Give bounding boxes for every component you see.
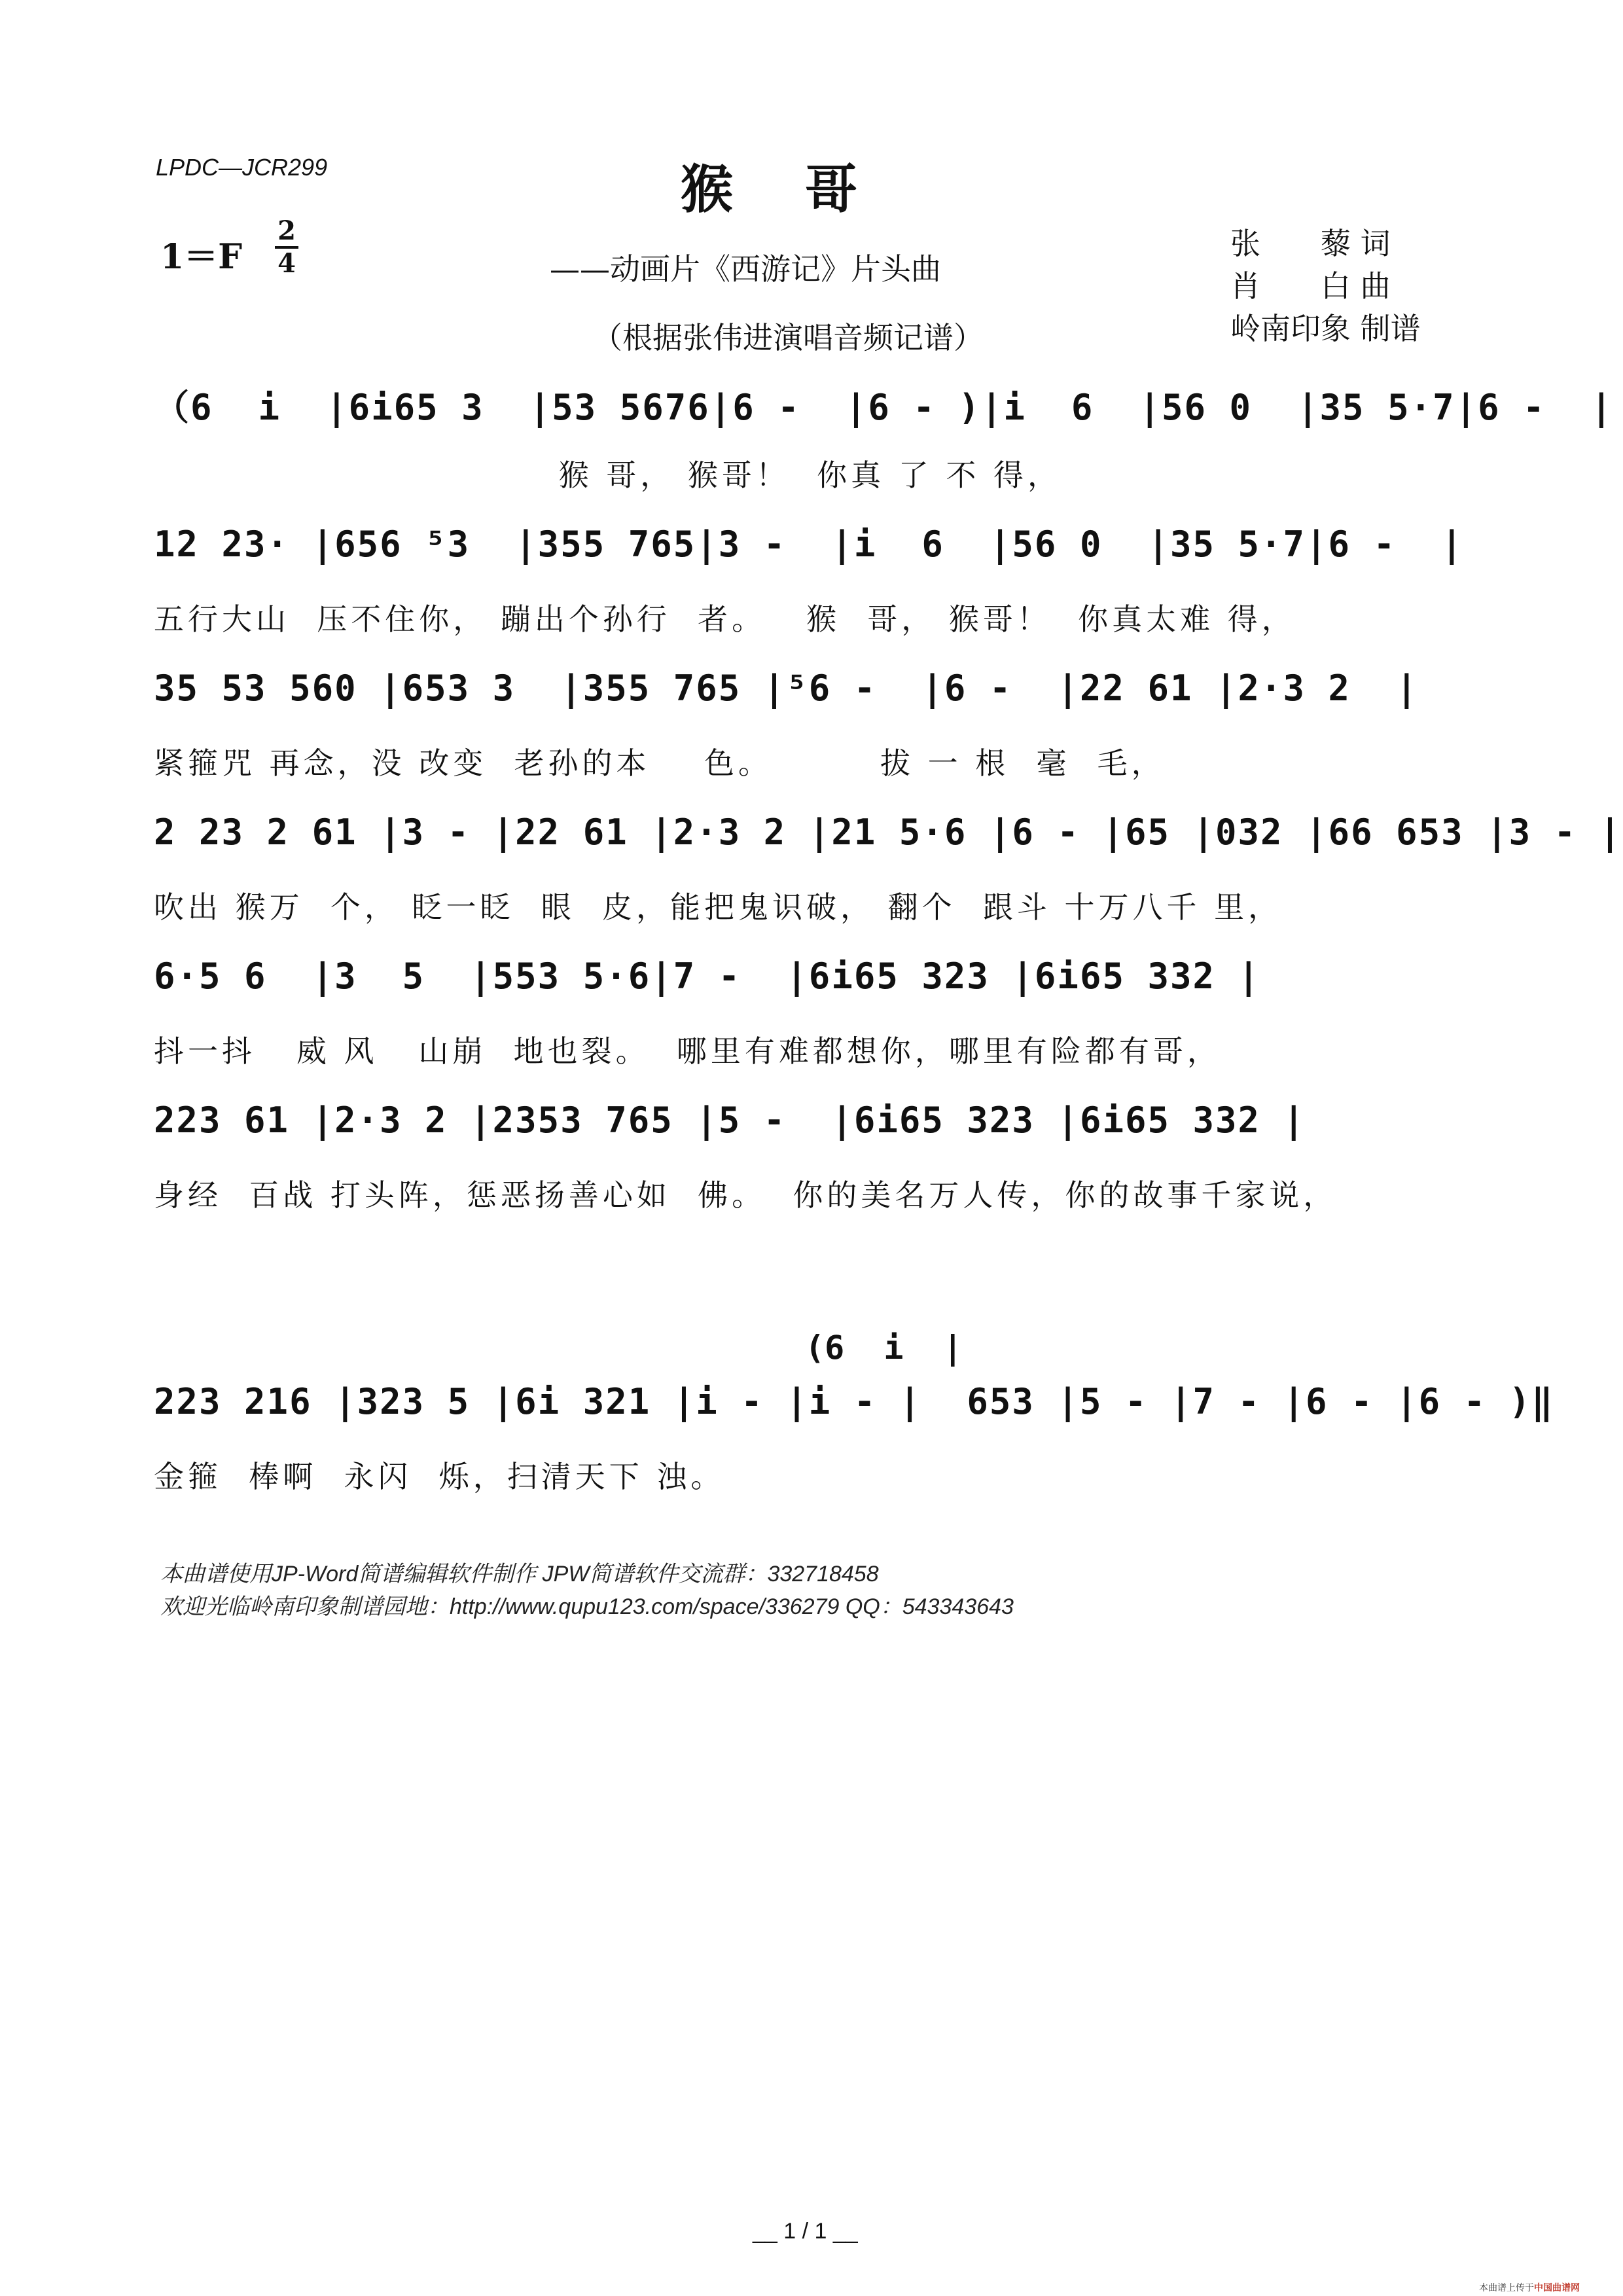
lyrics-line: 紧箍咒 再念，没 改变 老孙的本 色。 拔 一 根 毫 毛，	[154, 745, 1166, 781]
score-code: LPDC—JCR299	[156, 154, 328, 181]
time-signature-bottom: 4	[277, 248, 296, 279]
instrumental-intro-notes: (6 i |	[805, 1329, 963, 1367]
notation-line: 35 53 560 |653 3 |355 765 |⁵6 - |6 - |22 61 |2·3 2 |	[154, 668, 1419, 709]
page-number: __ 1 / 1 __	[753, 2219, 858, 2244]
stamp-prefix: 本曲谱上传于	[1479, 2282, 1534, 2293]
lyrics-line: 五行大山 压不住你， 蹦出个孙行 者。 猴 哥， 猴哥！ 你真太难 得，	[154, 601, 1296, 637]
footer-line-2: 欢迎光临岭南印象制谱园地：http://www.qupu123.com/space/336279 QQ：543343643	[160, 1594, 1014, 1619]
lyricist-credit: 张 藜 词	[1230, 226, 1391, 261]
lyrics-line: 抖一抖 威 风 山崩 地也裂。 哪里有难都想你，哪里有险都有哥，	[154, 1033, 1221, 1069]
credits	[1230, 223, 1421, 350]
arranger-credit: 岭南印象 制谱	[1230, 311, 1421, 346]
lyrics-line: 金箍 棒啊 永闪 烁，扫清天下 浊。	[154, 1459, 725, 1494]
notation-line: 223 216 |323 5 |6i 321 |i - |i - | 653 |5 - |7 - |6 - |6 - )‖	[154, 1381, 1554, 1422]
footer	[160, 1558, 1014, 1623]
notation-line: 12 23· |656 ⁵3 |355 765|3 - |i 6 |56 0 |35 5·7|6 - |	[154, 524, 1464, 565]
lyrics-line: 身经 百战 打头阵，惩恶扬善心如 佛。 你的美名万人传，你的故事千家说，	[154, 1177, 1338, 1213]
subtitle: ——动画片《西游记》片头曲	[550, 251, 941, 287]
composer-credit: 肖 白 曲	[1230, 268, 1391, 304]
lyrics-line: 吹出 猴万 个， 眨一眨 眼 皮，能把鬼识破， 翻个 跟斗 十万八千 里，	[154, 889, 1283, 925]
key-signature: 1＝F	[160, 237, 243, 277]
notation-line: 6·5 6 |3 5 |553 5·6|7 - |6i65 323 |6i65 332 |	[154, 956, 1261, 997]
notation-line: （6 i |6i65 3 |53 5676|6 - |6 - )|i 6 |56 0 |35 5·7|6 - |	[154, 387, 1614, 428]
stamp-site-logo: 中国曲谱网	[1534, 2282, 1580, 2293]
time-signature	[275, 217, 298, 278]
time-signature-top: 2	[277, 215, 296, 246]
lyrics-line: 猴 哥， 猴哥！ 你真 了 不 得，	[154, 457, 1062, 493]
site-stamp	[1479, 2281, 1580, 2294]
footer-line-1: 本曲谱使用JP-Word简谱编辑软件制作 JPW简谱软件交流群：332718458	[160, 1562, 879, 1587]
song-title: 猴哥	[681, 158, 929, 220]
notation-line: 2 23 2 61 |3 - |22 61 |2·3 2 |21 5·6 |6 - |65 |032 |66 653 |3 - |	[154, 812, 1622, 853]
transcription-note: （根据张伟进演唱音频记谱）	[592, 320, 984, 355]
notation-line: 223 61 |2·3 2 |2353 765 |5 - |6i65 323 |6i65 332 |	[154, 1100, 1306, 1141]
